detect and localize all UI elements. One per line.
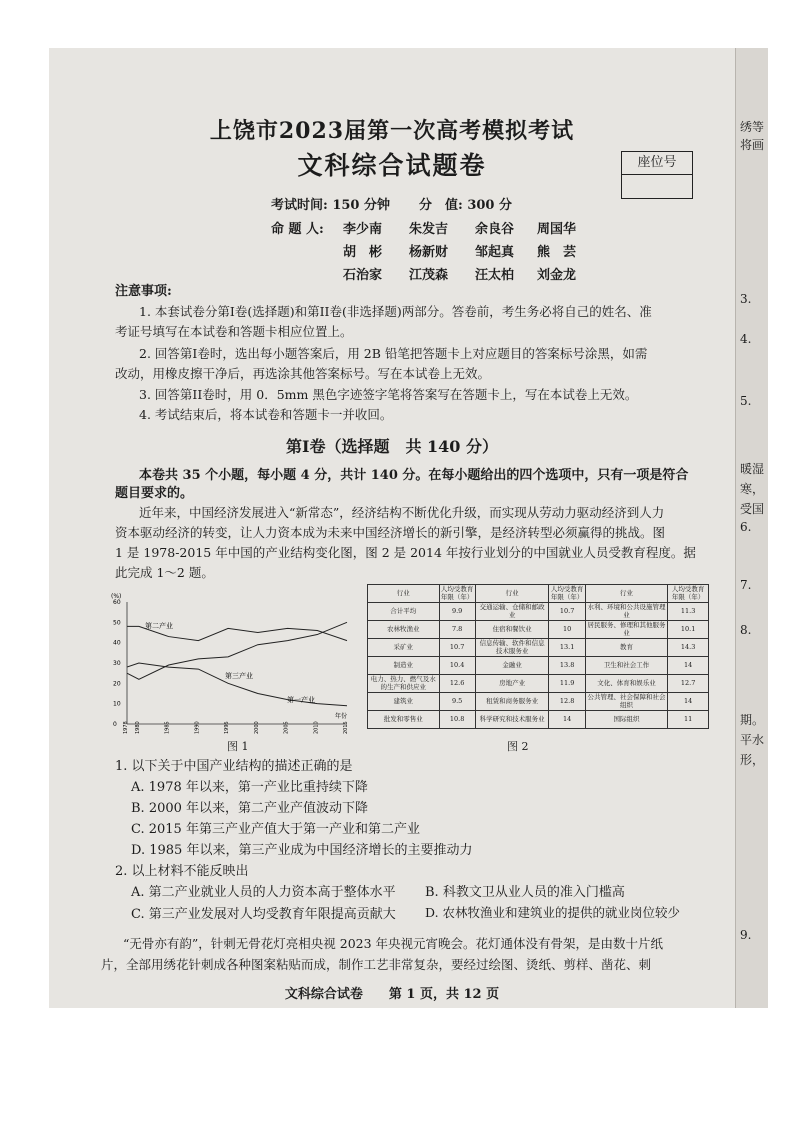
series-line-1: [127, 622, 347, 679]
table-cell: 10: [549, 621, 585, 639]
x-tick-label: 2000: [253, 721, 260, 734]
notice-line: 2. 回答第I卷时，选出每小题答案后，用 2B 铅笔把答题卡上对应题目的答案标号涂黑，如需: [139, 346, 648, 361]
series-label-secondary: 第二产业: [145, 622, 173, 630]
question-1-stem: 1. 以下关于中国产业结构的描述正确的是: [115, 759, 353, 774]
table-cell: 7.8: [439, 621, 475, 639]
table-header-cell: 行业: [585, 585, 668, 603]
table-cell: 14.3: [668, 639, 709, 657]
question-1-option-d: D. 1985 年以来，第三产业成为中国经济增长的主要推动力: [131, 843, 473, 858]
x-tick-label: 2005: [283, 721, 290, 734]
fragment: 暖湿: [740, 462, 765, 476]
series-label-primary: 第一产业: [287, 696, 315, 704]
table-row: [368, 693, 709, 711]
question-2-option-a: A. 第二产业就业人员的人力资本高于整体水平: [131, 885, 396, 900]
table-cell: 租赁和商务服务业: [475, 693, 549, 711]
table-cell: 合计平均: [368, 603, 440, 621]
setter-name: 邹起真: [475, 245, 515, 260]
setter-name: 余良谷: [475, 222, 515, 237]
fragment: 将画: [740, 138, 765, 152]
section-instructions: 本卷共 35 个小题，每小题 4 分，共计 140 分。在每小题给出的四个选项中，只有一项是符合: [139, 468, 689, 483]
table-cell: 文化、体育和娱乐业: [585, 675, 668, 693]
x-tick-label: 1980: [134, 721, 141, 734]
y-tick-label: 50: [113, 619, 121, 627]
table-cell: 9.5: [439, 693, 475, 711]
table-cell: 10.7: [549, 603, 585, 621]
passage-line: 此完成 1～2 题。: [115, 565, 214, 580]
fragment: 期。: [740, 713, 765, 727]
table-cell: 11.9: [549, 675, 585, 693]
notice-heading: 注意事项:: [115, 284, 172, 299]
exam-score: 分 值: 300 分: [419, 198, 512, 213]
question-1-option-a: A. 1978 年以来，第一产业比重持续下降: [131, 780, 368, 795]
table-header-cell: 人均受教育年限（年）: [440, 585, 474, 601]
question-2-stem: 2. 以上材料不能反映出: [115, 864, 249, 879]
fragment: 3.: [740, 292, 752, 306]
fragment: 9.: [740, 928, 752, 942]
exam-title: 上饶市2023届第一次高考模拟考试: [209, 118, 575, 144]
exam-time: 考试时间: 150 分钟: [271, 198, 390, 213]
table-cell: 卫生和社会工作: [585, 657, 668, 675]
x-tick-label: 2010: [313, 721, 320, 734]
table-row: [368, 603, 709, 621]
table-cell: 14: [668, 693, 709, 711]
setter-name: 熊 芸: [537, 245, 577, 260]
figure2-caption: 图 2: [507, 740, 529, 753]
setter-name: 周国华: [537, 222, 577, 237]
table-cell: 采矿业: [368, 639, 440, 657]
table-cell: 13.1: [549, 639, 585, 657]
x-tick-label: 1990: [194, 721, 201, 734]
table-cell: 公共管理、社会保障和社会组织: [585, 693, 668, 711]
table-cell: 批发和零售业: [368, 711, 440, 729]
x-tick-label: 1985: [164, 721, 171, 734]
setter-name: 朱发吉: [409, 222, 449, 237]
setters-label: 命 题 人:: [271, 222, 324, 237]
question-2-option-c: C. 第三产业发展对人均受教育年限提高贡献大: [131, 907, 396, 922]
fragment: 形，: [740, 753, 765, 767]
passage2-line: 片，全部用绣花针刺成各种图案粘贴而成，制作工艺非常复杂，要经过绘图、烫纸、剪样、凿花、刺: [101, 957, 652, 972]
seat-number-label: 座位号: [622, 152, 692, 175]
table-header-cell: 行业: [475, 585, 549, 603]
question-1-option-b: B. 2000 年以来，第二产业产值波动下降: [131, 801, 369, 816]
notice-line: 考证号填写在本试卷和答题卡相应位置上。: [115, 324, 353, 339]
table-cell: 14: [668, 657, 709, 675]
table-row: [368, 711, 709, 729]
table-header-cell: 行业: [368, 585, 440, 603]
fragment: 寒，: [740, 482, 765, 496]
table-cell: 住宿和餐饮业: [475, 621, 549, 639]
setter-name: 李少南: [343, 222, 383, 237]
table-cell: 14: [549, 711, 585, 729]
y-tick-label: 0: [113, 721, 117, 728]
table-cell: 电力、热力、燃气及水的生产和供应业: [368, 675, 440, 693]
y-tick-label: 30: [113, 660, 121, 667]
table-row: [368, 621, 709, 639]
table-cell: 信息传输、软件和信息技术服务业: [475, 639, 549, 657]
fragment: 绣等: [740, 120, 765, 134]
fragment: 5.: [740, 394, 752, 408]
table-cell: 10.7: [439, 639, 475, 657]
table-cell: 12.8: [549, 693, 585, 711]
fragment: 8.: [740, 623, 752, 637]
y-tick-label: 40: [113, 639, 121, 647]
x-tick-label: 1995: [224, 721, 231, 734]
table-cell: 制造业: [368, 657, 440, 675]
chart-x-unit: 年份: [335, 713, 348, 720]
table-cell: 科学研究和技术服务业: [475, 711, 549, 729]
notice-line: 1. 本套试卷分第I卷(选择题)和第II卷(非选择题)两部分。答卷前，考生务必将自己的姓名、准: [139, 304, 652, 319]
y-tick-label: 10: [113, 700, 121, 708]
table-cell: 10.1: [668, 621, 709, 639]
passage2-line: “无骨亦有韵”，针刺无骨花灯亮相央视 2023 年央视元宵晚会。花灯通体没有骨架，是由数十片纸: [123, 936, 664, 951]
table-cell: 建筑业: [368, 693, 440, 711]
fragment: 受国: [740, 502, 765, 516]
table-cell: 居民服务、修理和其他服务业: [585, 621, 668, 639]
y-tick-label: 20: [113, 680, 121, 688]
figure1-caption: 图 1: [227, 740, 249, 753]
setter-name: 汪太柏: [475, 268, 515, 283]
table-header-row: [368, 585, 709, 603]
setter-name: 刘金龙: [537, 268, 577, 283]
table-cell: 10.4: [439, 657, 475, 675]
table-cell: 9.9: [439, 603, 475, 621]
photographed-page: [49, 48, 768, 1008]
setter-name: 胡 彬: [343, 245, 383, 260]
table-cell: 水利、环境和公共设施管理业: [585, 603, 668, 621]
fragment: 6.: [740, 520, 752, 534]
industry-structure-chart: [109, 588, 359, 738]
table-cell: 国际组织: [585, 711, 668, 729]
table-cell: 10.8: [439, 711, 475, 729]
table-row: [368, 657, 709, 675]
x-tick-label: 2015: [343, 721, 349, 734]
setter-name: 石治家: [343, 268, 383, 283]
question-2-option-d: D. 农林牧渔业和建筑业的提供的就业岗位较少: [425, 905, 681, 920]
passage-line: 1 是 1978-2015 年中国的产业结构变化图，图 2 是 2014 年按行业划分的中国就业人员受教育程度。据: [115, 545, 696, 560]
table-cell: 房地产业: [475, 675, 549, 693]
section-instructions: 题目要求的。: [115, 486, 194, 501]
fragment: 7.: [740, 578, 752, 592]
table-row: [368, 639, 709, 657]
exam-paper: [49, 48, 735, 1008]
question-2-option-b: B. 科教文卫从业人员的准入门槛高: [425, 885, 625, 900]
table-cell: 金融业: [475, 657, 549, 675]
table-cell: 交通运输、仓储和邮政业: [475, 603, 549, 621]
table-header-cell: 人均受教育年限（年）: [668, 585, 709, 603]
table-cell: 教育: [585, 639, 668, 657]
table-cell: 12.6: [439, 675, 475, 693]
fragment: 平水: [740, 733, 765, 747]
notice-line: 改动，用橡皮擦干净后，再选涂其他答案标号。写在本试卷上无效。: [115, 366, 491, 381]
table-cell: 农林牧渔业: [368, 621, 440, 639]
fragment: 4.: [740, 332, 752, 346]
table-cell: 11.3: [668, 603, 709, 621]
passage-line: 近年来，中国经济发展进入“新常态”，经济结构不断优化升级，而实现从劳动力驱动经济到人力: [139, 505, 665, 520]
series-label-tertiary: 第三产业: [225, 672, 253, 680]
setter-name: 杨新财: [409, 245, 449, 260]
setter-name: 江茂森: [409, 268, 449, 283]
notice-line: 3. 回答第II卷时，用 0．5mm 黑色字迹签字笔将答案写在答题卡上，写在本试卷上无效。: [139, 387, 638, 402]
table-cell: 13.8: [549, 657, 585, 675]
table-row: [368, 675, 709, 693]
section-heading: 第I卷（选择题 共 140 分）: [285, 437, 499, 456]
question-1-option-c: C. 2015 年第三产业产值大于第一产业和第二产业: [131, 822, 420, 837]
notice-line: 4. 考试结束后，将本试卷和答题卡一并收回。: [139, 407, 393, 422]
table-cell: 12.7: [668, 675, 709, 693]
page-footer: 文科综合试卷 第 1 页，共 12 页: [284, 987, 500, 1002]
x-tick-label: 1978: [123, 721, 129, 734]
table-cell: 11: [668, 711, 709, 729]
adjacent-page-edge: [735, 48, 768, 1008]
y-tick-label: 60: [113, 599, 121, 606]
seat-number-box: [621, 151, 693, 199]
table-header-cell: 人均受教育年限（年）: [550, 585, 584, 601]
passage-line: 资本驱动经济的转变，让人力资本成为未来中国经济增长的新引擎，是经济转型必须赢得的挑战。图: [115, 525, 666, 540]
chart-y-unit: (%): [111, 593, 122, 600]
education-table: [367, 584, 709, 729]
exam-subtitle: 文科综合试题卷: [297, 151, 487, 180]
